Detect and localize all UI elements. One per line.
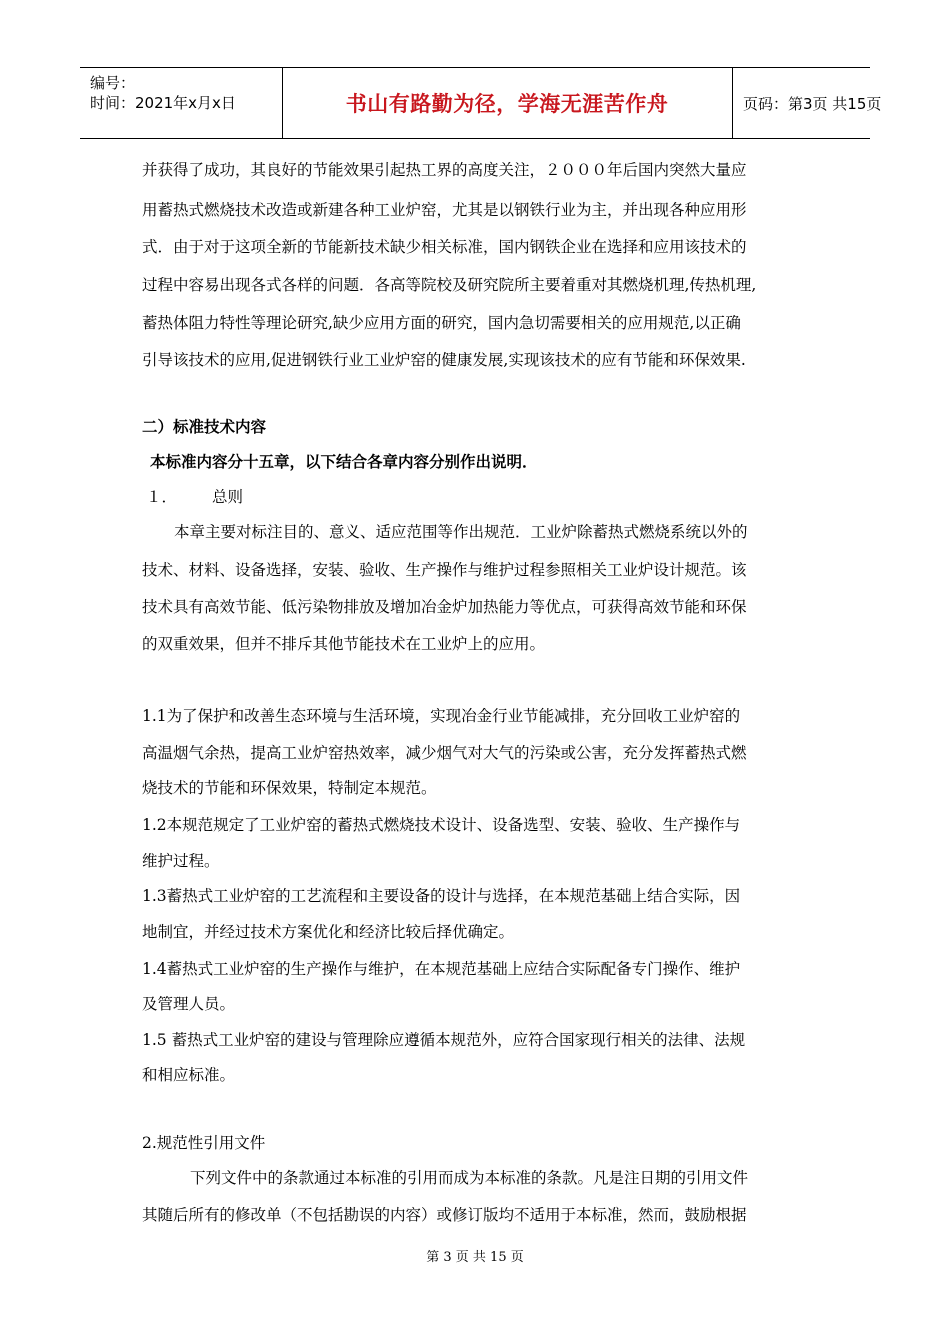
body-line: 技术、材料、设备选择，安装、验收、生产操作与维护过程参照相关工业炉设计规范。该 [142,561,747,579]
body-line: 用蓄热式燃烧技术改造或新建各种工业炉窑，尤其是以钢铁行业为主，并出现各种应用形 [142,201,747,219]
motto-text: 书山有路勤为径，学海无涯苦作舟 [345,92,669,116]
body-line: 下列文件中的条款通过本标准的引用而成为本标准的条款。凡是注日期的引用文件 [190,1169,749,1187]
section-heading: 二）标准技术内容 [142,418,267,436]
chapter-title: 2.规范性引用文件 [142,1134,266,1152]
chapter-number: １． [146,488,178,506]
clause-line: 1.2本规范规定了工业炉窑的蓄热式燃烧技术设计、设备选型、安装、验收、生产操作与 [142,816,741,834]
body-line: 式．由于对于这项全新的节能新技术缺少相关标准，国内钢铁企业在选择和应用该技术的 [142,238,747,256]
section-intro: 本标准内容分十五章，以下结合各章内容分别作出说明． [150,453,538,471]
body-line: 并获得了成功，其良好的节能效果引起热工界的高度关注，２０００年后国内突然大量应 [142,161,747,179]
clause-line: 维护过程。 [142,852,220,870]
clause-line: 高温烟气余热，提高工业炉窑热效率，减少烟气对大气的污染或公害，充分发挥蓄热式燃 [142,744,747,762]
body-line: 本章主要对标注目的、意义、适应范围等作出规范．工业炉除蓄热式燃烧系统以外的 [174,523,748,541]
header-motto-cell [282,68,733,138]
body-line: 过程中容易出现各式各样的问题．各高等院校及研究院所主要着重对其燃烧机理,传热机理, [142,276,757,294]
clause-line: 和相应标准。 [142,1066,236,1084]
body-line: 引导该技术的应用,促进钢铁行业工业炉窑的健康发展,实现该技术的应有节能和环保效果. [142,351,746,369]
page-info: 页码：第3页 共15页 [743,94,882,113]
body-line: 蓄热体阻力特性等理论研究,缺少应用方面的研究，国内急切需要相关的应用规范,以正确 [142,314,741,332]
body-line: 技术具有高效节能、低污染物排放及增加冶金炉加热能力等优点，可获得高效节能和环保 [142,598,747,616]
header-page-cell [733,68,882,138]
document-header [80,67,882,139]
clause-line: 1.5 蓄热式工业炉窑的建设与管理除应遵循本规范外，应符合国家现行相关的法律、法规 [142,1031,746,1049]
body-line: 其随后所有的修改单（不包括勘误的内容）或修订版均不适用于本标准，然而，鼓励根据 [142,1206,747,1224]
clause-line: 1.4蓄热式工业炉窑的生产操作与维护，在本规范基础上应结合实际配备专门操作、维护 [142,960,741,978]
clause-line: 烧技术的节能和环保效果，特制定本规范。 [142,779,437,797]
clause-line: 1.1为了保护和改善生态环境与生活环境，实现冶金行业节能减排，充分回收工业炉窑的 [142,707,741,725]
chapter-title: 总则 [212,488,244,506]
body-line: 的双重效果，但并不排斥其他节能技术在工业炉上的应用。 [142,635,546,653]
date-label: 时间：2021年x月x日 [90,94,236,112]
clause-line: 1.3蓄热式工业炉窑的工艺流程和主要设备的设计与选择，在本规范基础上结合实际，因 [142,887,741,905]
clause-line: 及管理人员。 [142,995,236,1013]
clause-line: 地制宜，并经过技术方案优化和经济比较后择优确定。 [142,923,515,941]
header-meta-cell [80,68,283,138]
code-label: 编号： [90,74,136,92]
page-footer: 第 3 页 共 15 页 [426,1250,524,1265]
